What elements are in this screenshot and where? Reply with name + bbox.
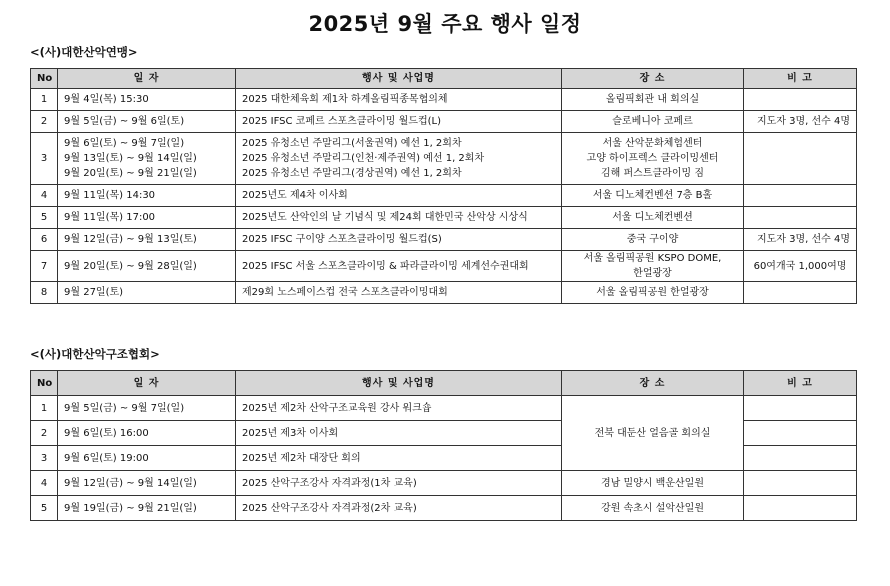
row-date-line: 9월 6일(토) ~ 9월 7일(일) xyxy=(64,138,185,149)
page-title: 2025년 9월 주요 행사 일정 xyxy=(308,12,582,36)
table-row xyxy=(31,111,857,133)
row-event: 2025년도 제4차 이사회 xyxy=(236,185,562,207)
table-row xyxy=(31,396,857,421)
row-place: 서울 디노체컨벤션 xyxy=(562,207,744,229)
row-date: 9월 20일(토) ~ 9월 28일(일) xyxy=(58,251,236,282)
row-event: 2025 IFSC 서울 스포츠클라이밍 & 파라클라이밍 세계선수권대회 xyxy=(236,251,562,282)
row-place: 강원 속초시 설악산일원 xyxy=(562,496,744,521)
row-event xyxy=(236,133,562,185)
row-no: 3 xyxy=(31,133,58,185)
row-place: 중국 구이양 xyxy=(562,229,744,251)
row-date: 9월 27일(토) xyxy=(58,282,236,304)
row-no: 1 xyxy=(31,396,58,421)
section-title-federation: <(사)대한산악연맹> xyxy=(30,45,138,59)
row-place xyxy=(562,251,744,282)
table-row xyxy=(31,471,857,496)
row-note xyxy=(744,282,857,304)
row-event-line: 2025 유청소년 주말리그(경상권역) 예선 1, 2회차 xyxy=(242,168,462,179)
row-note xyxy=(744,446,857,471)
row-event-line: 2025 유청소년 주말리그(인천·제주권역) 예선 1, 2회차 xyxy=(242,153,485,164)
row-date: 9월 12일(금) ~ 9월 13일(토) xyxy=(58,229,236,251)
section-title-rescue-association: <(사)대한산악구조협회> xyxy=(30,347,160,361)
row-note xyxy=(744,89,857,111)
row-note xyxy=(744,396,857,421)
row-date xyxy=(58,133,236,185)
row-event: 2025년 제2차 대장단 회의 xyxy=(236,446,562,471)
header-place: 장 소 xyxy=(562,69,744,89)
row-place-line: 한얼광장 xyxy=(633,268,672,279)
header-no: No xyxy=(31,69,58,89)
row-date-line: 9월 20일(토) ~ 9월 21일(일) xyxy=(64,168,197,179)
table-header-row xyxy=(31,69,857,89)
row-note xyxy=(744,207,857,229)
row-date: 9월 4일(목) 15:30 xyxy=(58,89,236,111)
row-place-line: 김해 퍼스트클라이밍 짐 xyxy=(601,168,704,179)
row-event-line: 2025 유청소년 주말리그(서울권역) 예선 1, 2회차 xyxy=(242,138,462,149)
row-note: 지도자 3명, 선수 4명 xyxy=(744,229,857,251)
header-note: 비 고 xyxy=(744,69,857,89)
row-note xyxy=(744,471,857,496)
row-no: 2 xyxy=(31,421,58,446)
row-no: 8 xyxy=(31,282,58,304)
table-row xyxy=(31,133,857,185)
row-no: 5 xyxy=(31,207,58,229)
row-date: 9월 6일(토) 16:00 xyxy=(58,421,236,446)
header-no: No xyxy=(31,371,58,396)
row-no: 4 xyxy=(31,471,58,496)
row-event: 2025 산악구조강사 자격과정(2차 교육) xyxy=(236,496,562,521)
row-note xyxy=(744,133,857,185)
row-date: 9월 12일(금) ~ 9월 14일(일) xyxy=(58,471,236,496)
row-place-line: 고양 하이프렉스 클라이밍센터 xyxy=(586,153,719,164)
row-event: 2025 IFSC 코페르 스포츠클라이밍 월드컵(L) xyxy=(236,111,562,133)
row-event: 2025 대한체육회 제1차 하계올림픽종목협의체 xyxy=(236,89,562,111)
header-date: 일 자 xyxy=(58,371,236,396)
row-no: 6 xyxy=(31,229,58,251)
rescue-events-table xyxy=(30,370,857,521)
row-place-line: 서울 산악문화체험센터 xyxy=(602,138,703,149)
row-no: 5 xyxy=(31,496,58,521)
row-place: 올림픽회관 내 회의실 xyxy=(562,89,744,111)
row-note xyxy=(744,185,857,207)
row-date: 9월 5일(금) ~ 9월 7일(일) xyxy=(58,396,236,421)
row-no: 1 xyxy=(31,89,58,111)
row-place-line: 서울 올림픽공원 KSPO DOME, xyxy=(583,253,722,264)
row-no: 3 xyxy=(31,446,58,471)
row-event: 2025년 제3차 이사회 xyxy=(236,421,562,446)
table-row xyxy=(31,185,857,207)
header-event: 행사 및 사업명 xyxy=(236,371,562,396)
row-place: 경남 밀양시 백운산일원 xyxy=(562,471,744,496)
row-place xyxy=(562,133,744,185)
table-row xyxy=(31,207,857,229)
row-note xyxy=(744,496,857,521)
row-place: 슬로베니아 코페르 xyxy=(562,111,744,133)
table-header-row xyxy=(31,371,857,396)
row-no: 4 xyxy=(31,185,58,207)
table-row xyxy=(31,229,857,251)
table-row xyxy=(31,496,857,521)
header-date: 일 자 xyxy=(58,69,236,89)
row-date: 9월 11일(목) 17:00 xyxy=(58,207,236,229)
row-place: 서울 디노체컨벤션 7층 B홀 xyxy=(562,185,744,207)
header-note: 비 고 xyxy=(744,371,857,396)
row-place-merged: 전북 대둔산 얼음골 회의실 xyxy=(562,396,744,471)
row-place: 서울 올림픽공원 한얼광장 xyxy=(562,282,744,304)
row-event: 2025 IFSC 구이양 스포츠클라이밍 월드컵(S) xyxy=(236,229,562,251)
row-event: 2025 산악구조강사 자격과정(1차 교육) xyxy=(236,471,562,496)
row-note: 지도자 3명, 선수 4명 xyxy=(744,111,857,133)
row-date-line: 9월 13일(토) ~ 9월 14일(일) xyxy=(64,153,197,164)
header-place: 장 소 xyxy=(562,371,744,396)
row-event: 제29회 노스페이스컵 전국 스포츠클라이밍대회 xyxy=(236,282,562,304)
row-note xyxy=(744,421,857,446)
table-row xyxy=(31,89,857,111)
row-note: 60여개국 1,000여명 xyxy=(744,251,857,282)
row-no: 2 xyxy=(31,111,58,133)
table-row xyxy=(31,251,857,282)
row-date: 9월 6일(토) 19:00 xyxy=(58,446,236,471)
row-date: 9월 5일(금) ~ 9월 6일(토) xyxy=(58,111,236,133)
federation-events-table xyxy=(30,68,857,304)
row-no: 7 xyxy=(31,251,58,282)
row-event: 2025년도 산악인의 날 기념식 및 제24회 대한민국 산악상 시상식 xyxy=(236,207,562,229)
row-event: 2025년 제2차 산악구조교육원 강사 워크숍 xyxy=(236,396,562,421)
row-date: 9월 19일(금) ~ 9월 21일(일) xyxy=(58,496,236,521)
table-row xyxy=(31,282,857,304)
header-event: 행사 및 사업명 xyxy=(236,69,562,89)
row-date: 9월 11일(목) 14:30 xyxy=(58,185,236,207)
